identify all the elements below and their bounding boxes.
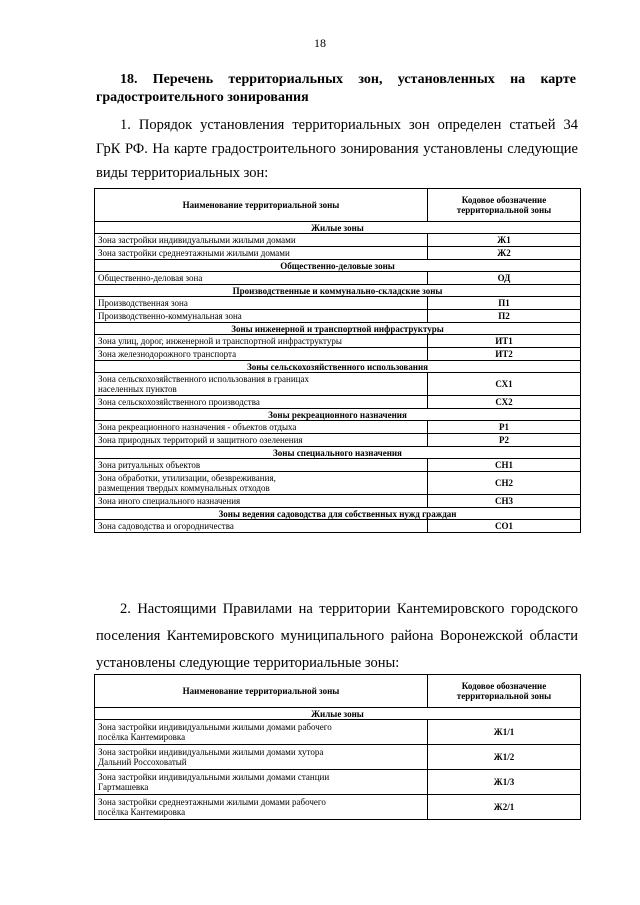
zone-code: ИТ2 xyxy=(428,348,581,361)
zone-name xyxy=(95,310,428,323)
paragraph-2-line1: 2. Настоящими Правилами на территории Кантемировского городского xyxy=(120,601,578,617)
zone-group-title: Жилые зоны xyxy=(95,708,581,720)
zones-table-1 xyxy=(94,188,581,533)
zone-group-row xyxy=(95,361,581,373)
zone-name-line1: Зона застройки индивидуальными жилыми домами станции xyxy=(98,772,330,782)
column-header-code-line1: Кодовое обозначение xyxy=(461,195,547,205)
zone-name-line1: Зона застройки индивидуальными жилыми домами рабочего xyxy=(98,722,332,732)
zone-name xyxy=(95,234,428,247)
zone-name-line1: Зона улиц, дорог, инженерной и транспортной инфраструктуры xyxy=(98,336,342,346)
zone-group-row xyxy=(95,409,581,421)
paragraph-2-line3: установлены следующие территориальные зоны: xyxy=(96,655,400,671)
zone-group-title: Общественно-деловые зоны xyxy=(95,260,581,272)
zone-code: СХ1 xyxy=(428,373,581,396)
zone-code: Ж1/3 xyxy=(428,770,581,795)
zone-name xyxy=(95,348,428,361)
table-row xyxy=(95,745,581,770)
paragraph-1-line3: виды территориальных зон: xyxy=(96,165,269,181)
zone-name-line1: Зона природных территорий и защитного озеленения xyxy=(98,435,303,445)
table-row xyxy=(95,310,581,323)
zone-group-row xyxy=(95,285,581,297)
zone-name-line2: посёлка Кантемировка xyxy=(98,732,186,742)
zone-name xyxy=(95,421,428,434)
zones-table-1-body xyxy=(95,222,581,533)
zone-name xyxy=(95,396,428,409)
section-title-line1: 18. Перечень территориальных зон, установленных на карте xyxy=(120,72,576,87)
zone-code: СН3 xyxy=(428,495,581,508)
zone-code: Р1 xyxy=(428,421,581,434)
zone-name xyxy=(95,373,428,396)
zone-group-title: Зоны инженерной и транспортной инфраструктуры xyxy=(95,323,581,335)
paragraph-2-line2: поселения Кантемировского муниципального района Воронежской области xyxy=(96,628,578,644)
table-row xyxy=(95,396,581,409)
zone-name xyxy=(95,247,428,260)
page-number: 18 xyxy=(314,36,326,50)
table-row xyxy=(95,272,581,285)
table-row xyxy=(95,434,581,447)
table-row xyxy=(95,373,581,396)
zone-name xyxy=(95,297,428,310)
zone-name-line1: Зона сельскохозяйственного использования в границах xyxy=(98,374,309,384)
column-header-name: Наименование территориальной зоны xyxy=(95,675,428,708)
column-header-code xyxy=(428,189,581,222)
zone-name-line2: Дальний Россоховатый xyxy=(98,757,187,767)
table-row xyxy=(95,770,581,795)
zones-table-2 xyxy=(94,674,581,820)
zone-name-line1: Зона ритуальных объектов xyxy=(98,460,201,470)
zone-name-line1: Зона садоводства и огородничества xyxy=(98,521,234,531)
zone-group-title: Зоны сельскохозяйственного использования xyxy=(95,361,581,373)
table-row xyxy=(95,459,581,472)
zone-name xyxy=(95,459,428,472)
table-row xyxy=(95,421,581,434)
zone-name xyxy=(95,472,428,495)
zone-name-line1: Зона застройки индивидуальными жилыми домами хутора xyxy=(98,747,324,757)
zone-code: Ж2/1 xyxy=(428,795,581,820)
zone-group-row xyxy=(95,260,581,272)
zone-code: Ж2 xyxy=(428,247,581,260)
table-row xyxy=(95,472,581,495)
zone-code: П1 xyxy=(428,297,581,310)
table-row xyxy=(95,297,581,310)
paragraph-2 xyxy=(96,596,578,677)
zone-name-line2: размещения твердых коммунальных отходов xyxy=(98,483,270,493)
zone-group-title: Производственные и коммунально-складские зоны xyxy=(95,285,581,297)
zone-name xyxy=(95,745,428,770)
section-title xyxy=(96,71,576,107)
zone-group-row xyxy=(95,708,581,720)
zone-group-title: Зоны рекреационного назначения xyxy=(95,409,581,421)
zone-group-title: Зоны специального назначения xyxy=(95,447,581,459)
zone-code: Ж1/2 xyxy=(428,745,581,770)
zone-group-row xyxy=(95,323,581,335)
zone-name-line1: Зона застройки индивидуальными жилыми домами xyxy=(98,235,296,245)
table-row xyxy=(95,520,581,533)
zone-code: СХ2 xyxy=(428,396,581,409)
zone-code: ОД xyxy=(428,272,581,285)
zone-name xyxy=(95,770,428,795)
zone-name xyxy=(95,272,428,285)
paragraph-1-line2: ГрК РФ. На карте градостроительного зонирования установлены следующие xyxy=(96,141,578,157)
zone-group-row xyxy=(95,508,581,520)
zone-name-line2: Гартмашевка xyxy=(98,782,149,792)
table-row xyxy=(95,495,581,508)
zone-name-line1: Зона железнодорожного транспорта xyxy=(98,349,237,359)
zone-name-line1: Зона сельскохозяйственного производства xyxy=(98,397,260,407)
zone-name xyxy=(95,335,428,348)
column-header-code-line2: территориальной зоны xyxy=(456,691,552,701)
zone-group-title: Жилые зоны xyxy=(95,222,581,234)
zone-name-line1: Производственная зона xyxy=(98,298,188,308)
zone-code: П2 xyxy=(428,310,581,323)
column-header-code xyxy=(428,675,581,708)
zone-name xyxy=(95,720,428,745)
zones-table-2-body xyxy=(95,708,581,820)
table-row xyxy=(95,234,581,247)
zone-name xyxy=(95,434,428,447)
zone-name-line1: Зона застройки среднеэтажными жилыми домами xyxy=(98,248,290,258)
table-row xyxy=(95,795,581,820)
table-row xyxy=(95,720,581,745)
zone-name xyxy=(95,795,428,820)
zone-code: Ж1/1 xyxy=(428,720,581,745)
zone-group-title: Зоны ведения садоводства для собственных нужд граждан xyxy=(95,508,581,520)
table-row xyxy=(95,335,581,348)
zone-code: ИТ1 xyxy=(428,335,581,348)
zone-name-line2: посёлка Кантемировка xyxy=(98,807,186,817)
zone-code: СН1 xyxy=(428,459,581,472)
zone-name xyxy=(95,520,428,533)
zone-name-line1: Зона рекреационного назначения - объектов отдыха xyxy=(98,422,297,432)
zone-name-line1: Зона застройки среднеэтажными жилыми домами рабочего xyxy=(98,797,326,807)
zone-name-line2: населенных пунктов xyxy=(98,384,177,394)
zone-code: СН2 xyxy=(428,472,581,495)
column-header-code-line1: Кодовое обозначение xyxy=(461,681,547,691)
zone-group-row xyxy=(95,222,581,234)
paragraph-1-line1: 1. Порядок установления территориальных зон определен статьей 34 xyxy=(120,117,578,133)
zone-name xyxy=(95,495,428,508)
zone-name-line1: Производственно-коммунальная зона xyxy=(98,311,242,321)
zone-group-row xyxy=(95,447,581,459)
zone-name-line1: Общественно-деловая зона xyxy=(98,273,203,283)
column-header-name: Наименование территориальной зоны xyxy=(95,189,428,222)
zone-code: Ж1 xyxy=(428,234,581,247)
table-row xyxy=(95,247,581,260)
zone-code: СО1 xyxy=(428,520,581,533)
zone-code: Р2 xyxy=(428,434,581,447)
table-row xyxy=(95,348,581,361)
paragraph-1 xyxy=(96,113,578,185)
column-header-code-line2: территориальной зоны xyxy=(456,205,552,215)
zone-name-line1: Зона обработки, утилизации, обезвреживания, xyxy=(98,473,276,483)
zone-name-line1: Зона иного специального назначения xyxy=(98,496,241,506)
section-title-line2: градостроительного зонирования xyxy=(96,90,309,105)
